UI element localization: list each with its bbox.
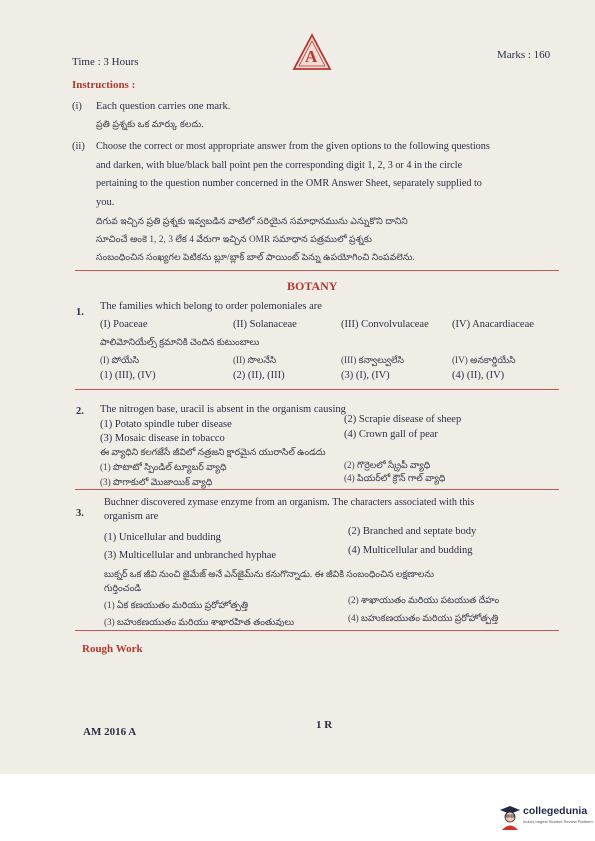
footer-paper-code: AM 2016 A [83,726,137,738]
divider [75,389,559,390]
instruction-2-line-3: pertaining to the question number concerned in the OMR Answer Sheet, separately supplied to [96,178,482,189]
question-1-number: 1. [76,307,84,318]
question-1-telugu: పాలిమోనియేల్స్ క్రమానికి చెందిన కుటుంబాలు [100,337,260,347]
q1-option-1-telugu: (I) పోయేసి [100,355,140,365]
q3-option-3-telugu: (3) బహుకణయుతం మరియు శాఖారహిత తంతువులు [104,617,295,627]
q3-option-3: (3) Multicellular and unbranched hyphae [104,550,277,561]
question-3-number: 3. [76,508,84,519]
q3-option-2: (2) Branched and septate body [348,526,477,537]
set-badge [292,33,332,71]
set-letter: A [305,47,318,66]
q1-answer-3: (3) (I), (IV) [341,370,390,381]
divider [75,270,559,271]
instruction-2-telugu-1: దిగువ ఇచ్చిన ప్రతి ప్రశ్నకు ఇవ్వబడిన వాటిలో సరియైన సమాధానమును ఎన్నుకొని దానిని [96,216,408,226]
q1-option-3: (III) Convolvulaceae [341,319,429,330]
q1-option-4: (IV) Anacardiaceae [452,319,534,330]
logo-name: collegedunia [523,805,588,817]
divider [75,489,559,490]
footer-page-number: 1 R [316,719,333,731]
instruction-2-line-1: Choose the correct or most appropriate answer from the given options to the following questions [96,141,490,152]
collegedunia-logo [499,803,591,833]
section-title: BOTANY [287,279,338,293]
instruction-1-telugu: ప్రతి ప్రశ్నకు ఒక మార్కు కలదు. [96,119,204,129]
q2-option-4: (4) Crown gall of pear [344,429,438,440]
q2-option-3: (3) Mosaic disease in tobacco [100,433,225,444]
instruction-1-text: Each question carries one mark. [96,101,231,112]
q3-option-1: (1) Unicellular and budding [104,532,221,543]
question-3-telugu-2: గుర్తించండి [104,583,142,593]
q1-answer-1: (1) (III), (IV) [100,370,156,381]
q2-option-3-telugu: (3) పొగాకులో మొజాయిక్ వ్యాధి [100,477,213,487]
logo-tagline: India's largest Student Review Platform [523,819,593,824]
question-2-telugu: ఈ వ్యాధిని కలగజేసే జీవిలో నత్రజని క్షారమైన యురాసిల్ ఉండదు [100,447,326,457]
q2-option-1-telugu: (1) పొటాటో స్పిండిల్ ట్యూబర్ వ్యాధి [100,462,227,472]
q1-option-2-telugu: (II) సొలనేసి [233,355,277,365]
q1-answer-2: (2) (II), (III) [233,370,285,381]
divider [75,630,559,631]
q3-option-1-telugu: (1) ఏక కణయుతం మరియు ప్రరోహోత్పత్తి [104,600,249,610]
q2-option-2-telugu: (2) గొర్రెలలో స్క్రేపీ వ్యాధి [344,460,431,470]
q1-option-4-telugu: (IV) అనకార్డియేసి [452,355,516,365]
time-label: Time : 3 Hours [72,56,139,68]
q2-option-2: (2) Scrapie disease of sheep [344,414,462,425]
q1-answer-4: (4) (II), (IV) [452,370,505,381]
q3-option-2-telugu: (2) శాఖాయుతం మరియు పటయుత దేహం [348,595,500,605]
q1-option-2: (II) Solanaceae [233,319,297,330]
q1-option-3-telugu: (III) కన్వాల్వులేసి [341,355,404,365]
q3-option-4: (4) Multicellular and budding [348,545,473,556]
q2-option-4-telugu: (4) పియర్‌లో క్రౌన్ గాల్ వ్యాధి [344,473,446,483]
instruction-2-telugu-2: సూచించే అంకె 1, 2, 3 లేక 4 వేరుగా ఇచ్చిన OMR సమాధాన పత్రములో ప్రశ్నకు [96,234,372,244]
question-2-text: The nitrogen base, uracil is absent in the organism causing [100,404,346,415]
instruction-2-line-2: and darken, with blue/black ball point pen the corresponding digit 1, 2, 3 or 4 in the circle [96,160,463,171]
question-3-telugu-1: బుక్నర్ ఒక జీవి నుంచి జైమేజ్ అనే ఎన్‌జైమ్‌ను కనుగొన్నాడు. ఈ జీవికి సంబంధించిన లక్షణాలను [104,569,435,579]
rough-work-label: Rough Work [82,643,143,655]
question-1-text: The families which belong to order polemoniales are [100,301,322,312]
question-2-number: 2. [76,406,84,417]
question-3-line-1: Buchner discovered zymase enzyme from an organism. The characters associated with this [104,497,475,508]
q3-option-4-telugu: (4) బహుకణయుతం మరియు ప్రరోహోత్పత్తి [348,613,499,623]
graduate-avatar-icon [499,805,521,831]
instruction-2-line-4: you. [96,197,115,208]
q1-option-1: (I) Poaceae [100,319,148,330]
instruction-1-number: (i) [72,101,82,112]
instruction-2-number: (ii) [72,141,85,152]
marks-label: Marks : 160 [497,49,551,61]
question-3-line-2: organism are [104,511,159,522]
instructions-title: Instructions : [72,79,136,91]
instruction-2-telugu-3: సంబంధించిన సంఖ్యగల పెటికను బ్లూ/బ్లాక్ బాల్ పాయింట్ పెన్ను ఉపయోగించి నింపవలెను. [96,252,415,262]
q2-option-1: (1) Potato spindle tuber disease [100,419,232,430]
